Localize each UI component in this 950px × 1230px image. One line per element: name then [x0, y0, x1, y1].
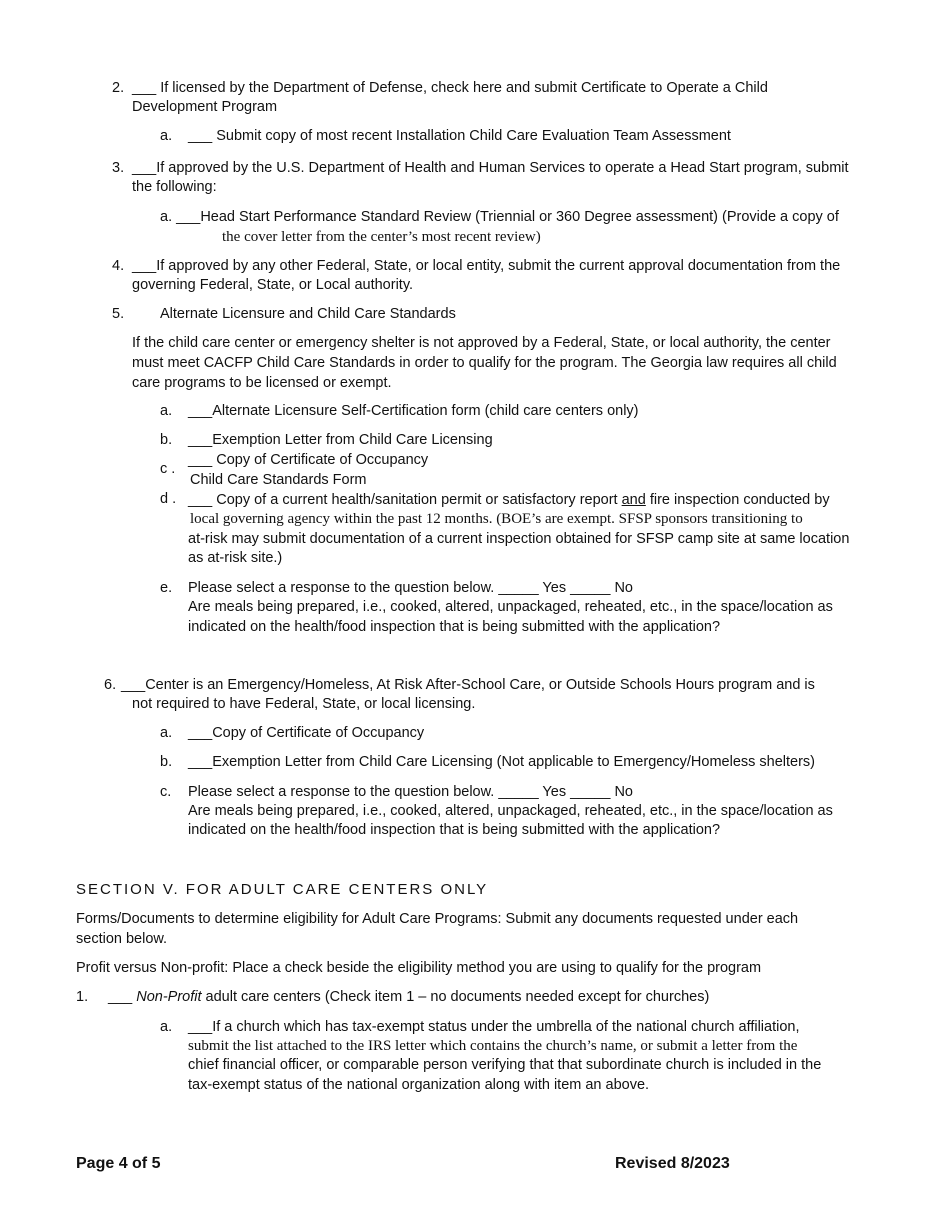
section-v-item-1a-label: a.	[160, 1019, 173, 1035]
item-5-paragraph-line-2: must meet CACFP Child Care Standards in order to qualify for the program. The Georgia law requires all child	[132, 355, 837, 371]
section-v-item-1a-line-2: submit the list attached to the IRS letter which contains the church’s name, or submit a letter from the	[188, 1038, 798, 1054]
item-5a-label: a.	[160, 403, 173, 419]
section-v-item-1a-line-1: ___If a church which has tax-exempt status under the umbrella of the national church affiliation,	[188, 1019, 800, 1035]
item-2-line-1: ___ If licensed by the Department of Defense, check here and submit Certificate to Operate a Child	[132, 80, 768, 96]
item-5d-line-3: at-risk may submit documentation of a current inspection obtained for SFSP camp site at same location	[188, 531, 850, 547]
item-6-line-1: ___Center is an Emergency/Homeless, At Risk After-School Care, or Outside Schools Hours program and is	[121, 677, 815, 693]
item-4-number: 4.	[112, 258, 125, 274]
section-v-item-1-number: 1.	[76, 989, 89, 1005]
item-6b-text: ___Exemption Letter from Child Care Licensing (Not applicable to Emergency/Homeless shelters)	[188, 754, 816, 770]
item-5c-label: c .	[160, 461, 176, 477]
section-v-forms-line-2: section below.	[76, 931, 168, 947]
item-2-line-2: Development Program	[132, 99, 278, 115]
item-4-line-2: governing Federal, State, or Local authority.	[132, 277, 414, 293]
item-6-line-2: not required to have Federal, State, or local licensing.	[132, 696, 476, 712]
item-3-line-1: ___If approved by the U.S. Department of Health and Human Services to operate a Head Start program, submit	[132, 160, 849, 176]
child-care-standards-form: Child Care Standards Form	[190, 472, 367, 488]
item-3-line-2: the following:	[132, 179, 217, 195]
item-6c-label: c.	[160, 784, 172, 800]
item-5d-line-1: ___ Copy of a current health/sanitation permit or satisfactory report and fire inspection conducted by	[188, 492, 830, 508]
item-5-paragraph-line-3: care programs to be licensed or exempt.	[132, 375, 392, 391]
item-6c-line-3: indicated on the health/food inspection that is being submitted with the application?	[188, 822, 721, 838]
item-4-line-1: ___If approved by any other Federal, State, or local entity, submit the current approval documentation from the	[132, 258, 841, 274]
profit-vs-nonprofit: Profit versus Non-profit: Place a check beside the eligibility method you are using to qualify for the program	[76, 960, 762, 976]
section-v-item-1-text: ___ Non-Profit adult care centers (Check item 1 – no documents needed except for churches)	[108, 989, 710, 1005]
item-6c-line-2: Are meals being prepared, i.e., cooked, altered, unpackaged, reheated, etc., in the space/location as	[188, 803, 833, 819]
item-6b-label: b.	[160, 754, 173, 770]
item-2-number: 2.	[112, 80, 125, 96]
footer-revised-date: Revised 8/2023	[615, 1155, 730, 1172]
item-6-number: 6.	[104, 677, 117, 693]
item-5b-label: b.	[160, 432, 173, 448]
item-6a-label: a.	[160, 725, 173, 741]
item-5d-line-2: local governing agency within the past 12 months. (BOE’s are exempt. SFSP sponsors transitioning to	[190, 511, 803, 527]
item-3a-line-1: a. ___Head Start Performance Standard Review (Triennial or 360 Degree assessment) (Provide a copy of	[160, 209, 839, 225]
item-5-paragraph-line-1: If the child care center or emergency shelter is not approved by a Federal, State, or local authority, the center	[132, 335, 831, 351]
item-5-title: Alternate Licensure and Child Care Standards	[160, 306, 456, 322]
item-5d-label: d .	[160, 491, 177, 507]
item-6a-text: ___Copy of Certificate of Occupancy	[188, 725, 425, 741]
item-5-number: 5.	[112, 306, 125, 322]
item-5c-text: ___ Copy of Certificate of Occupancy	[188, 452, 429, 468]
item-2a-label: a.	[160, 128, 173, 144]
item-5a-text: ___Alternate Licensure Self-Certification form (child care centers only)	[188, 403, 639, 419]
item-3-number: 3.	[112, 160, 125, 176]
item-3a-line-2: the cover letter from the center’s most recent review)	[222, 229, 541, 245]
item-5e-question-prompt: Please select a response to the question below. _____ Yes _____ No	[188, 580, 633, 596]
item-5e-line-3: indicated on the health/food inspection that is being submitted with the application?	[188, 619, 721, 635]
item-6c-question-prompt: Please select a response to the question below. _____ Yes _____ No	[188, 784, 633, 800]
item-5e-line-2: Are meals being prepared, i.e., cooked, altered, unpackaged, reheated, etc., in the space/location as	[188, 599, 833, 615]
section-v-item-1a-line-3: chief financial officer, or comparable person verifying that that subordinate church is included in the	[188, 1057, 822, 1073]
item-2a-text: ___ Submit copy of most recent Installation Child Care Evaluation Team Assessment	[188, 128, 731, 144]
footer-page-number: Page 4 of 5	[76, 1155, 161, 1172]
section-v-heading: SECTION V. FOR ADULT CARE CENTERS ONLY	[76, 881, 489, 898]
section-v-forms-line-1: Forms/Documents to determine eligibility for Adult Care Programs: Submit any documents requested under each	[76, 911, 799, 927]
item-5e-label: e.	[160, 580, 173, 596]
section-v-item-1a-line-4: tax-exempt status of the national organization along with item an above.	[188, 1077, 650, 1093]
item-5b-text: ___Exemption Letter from Child Care Licensing	[188, 432, 493, 448]
item-5d-line-4: as at-risk site.)	[188, 550, 283, 566]
